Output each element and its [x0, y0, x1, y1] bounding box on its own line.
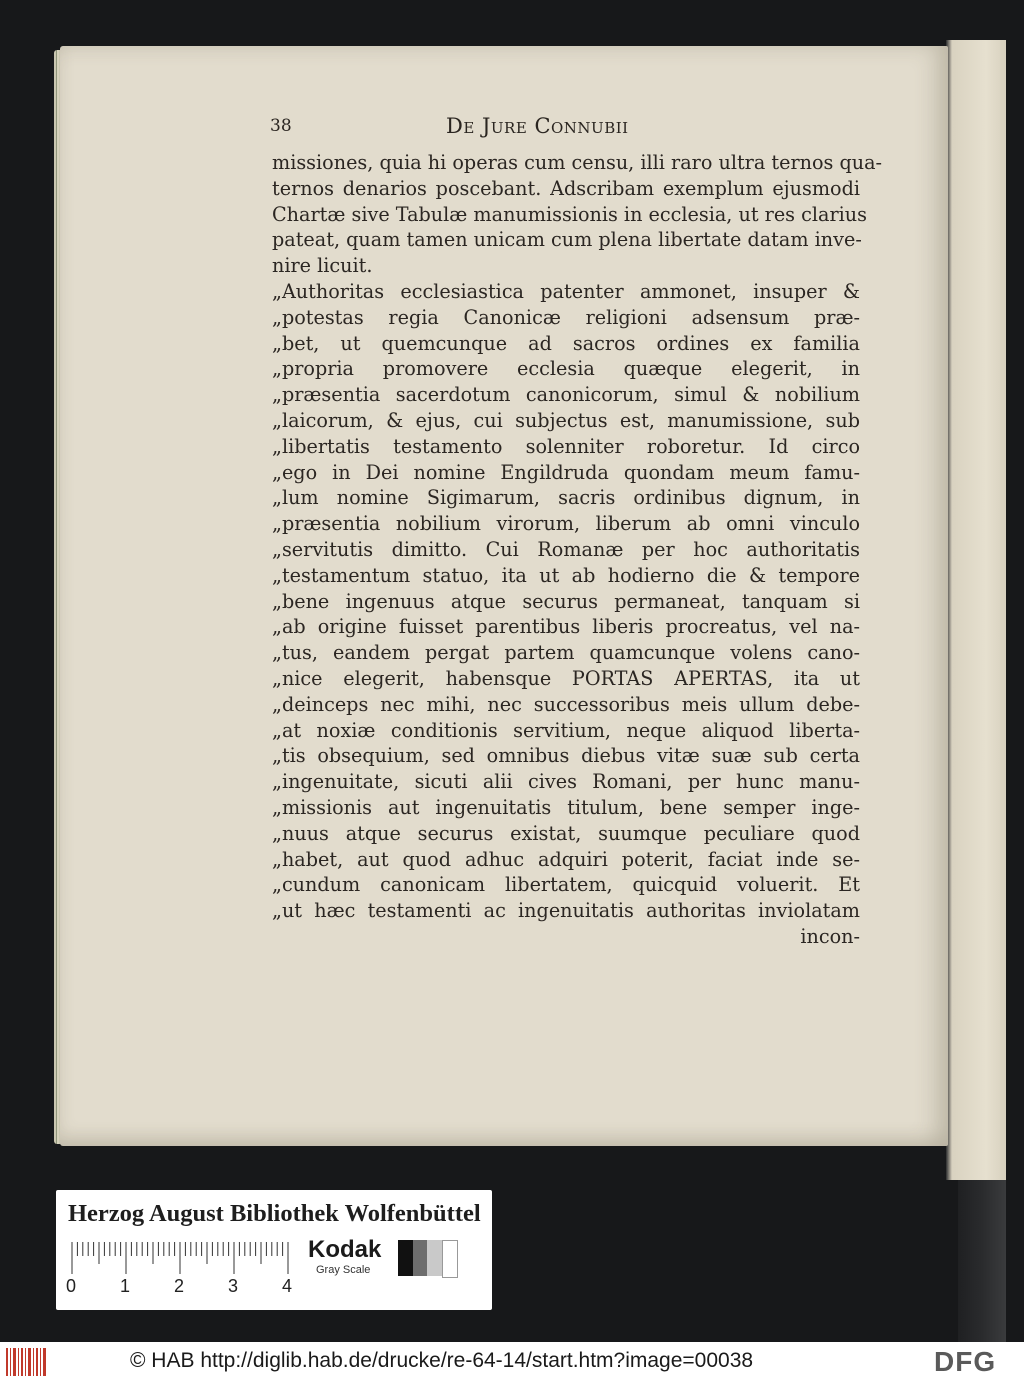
barcode-icon: [6, 1346, 48, 1378]
text-line: „cundum canonicam libertatem, quicquid voluerit. Et: [272, 873, 860, 897]
kodak-brand: Kodak: [308, 1236, 382, 1263]
footer-bar: [0, 1342, 1024, 1382]
text-line: „potestas regia Canonicæ religioni adsensum præ-: [272, 305, 860, 329]
text-line: „laicorum, & ejus, cui subjectus est, manumissione, sub: [272, 408, 860, 432]
text-line: Chartæ sive Tabulæ manumissionis in ecclesia, ut res clarius: [272, 202, 867, 226]
ruler-number: 4: [282, 1276, 293, 1296]
ruler-numbers: [56, 1276, 296, 1298]
text-line: ternos denarios poscebant. Adscribam exemplum ejusmodi: [272, 176, 860, 200]
text-line: „tis obsequium, sed omnibus diebus vitæ suæ sub certa: [272, 744, 860, 768]
text-line: „nuus atque securus existat, suumque peculiare quod: [272, 821, 860, 845]
swatch-black: [398, 1240, 413, 1276]
text-line: „præsentia nobilium virorum, liberum ab omni vinculo: [272, 512, 860, 536]
ruler-number: 2: [174, 1276, 185, 1296]
text-line: „præsentia sacerdotum canonicorum, simul & nobilium: [272, 383, 860, 407]
text-line: „nice elegerit, habensque PORTAS APERTAS, ita ut: [272, 666, 860, 690]
text-line: „at noxiæ conditionis servitium, neque aliquod liberta-: [272, 718, 860, 742]
swatch-white: [442, 1240, 459, 1278]
swatch-gray: [413, 1240, 428, 1276]
text-line: „propria promovere ecclesia quæque elegerit, in: [272, 357, 860, 381]
text-line: „ego in Dei nomine Engildruda quondam meum famu-: [272, 460, 860, 484]
text-line: „bet, ut quemcunque ad sacros ordines ex familia: [272, 331, 860, 355]
text-line: „ut hæc testamenti ac ingenuitatis authoritas inviolatam: [272, 899, 860, 923]
binding-board: [958, 1180, 1006, 1342]
text-line: „tus, eandem pergat partem quamcunque volens cano-: [272, 641, 860, 665]
ruler-number: 3: [228, 1276, 239, 1296]
text-line: „testamentum statuo, ita ut ab hodierno die & tempore: [272, 563, 860, 587]
gray-scale-swatches: [398, 1240, 458, 1276]
text-line: „Authoritas ecclesiastica patenter ammonet, insuper &: [272, 279, 860, 303]
ruler-ticks: [70, 1242, 296, 1276]
text-line: „missionis aut ingenuitatis titulum, bene semper inge-: [272, 795, 860, 819]
ruler: [70, 1242, 296, 1278]
footer-credit: © HAB http://diglib.hab.de/drucke/re-64-14/start.htm?image=00038: [130, 1349, 754, 1372]
text-line: „servitutis dimitto. Cui Romanæ per hoc authoritatis: [272, 537, 860, 561]
ruler-number: 1: [120, 1276, 131, 1296]
text-line: „habet, aut quod adhuc adquiri poterit, faciat inde se-: [272, 847, 860, 871]
text-line: „ingenuitate, sicuti alii cives Romani, per hunc manu-: [272, 770, 860, 794]
swatch-light: [427, 1240, 442, 1276]
text-line: „libertatis testamento solenniter roboretur. Id circo: [272, 434, 860, 458]
next-page-edge: [946, 40, 1006, 1180]
page-header: [270, 108, 860, 148]
catchword: incon-: [800, 924, 860, 948]
library-name: Herzog August Bibliothek Wolfenbüttel: [68, 1200, 481, 1227]
dfg-logo: DFG: [934, 1346, 997, 1377]
text-line: „lum nomine Sigimarum, sacris ordinibus dignum, in: [272, 486, 860, 510]
running-title: De Jure Connubii: [446, 114, 629, 138]
kodak-subtitle: Gray Scale: [316, 1264, 371, 1276]
text-line: pateat, quam tamen unicam cum plena libertate datam inve-: [272, 228, 862, 252]
text-line: nire licuit.: [272, 254, 373, 278]
text-line: „bene ingenuus atque securus permaneat, tanquam si: [272, 589, 860, 613]
body-text: [272, 150, 883, 950]
text-line: missiones, quia hi operas cum censu, illi raro ultra ternos qua-: [272, 151, 883, 174]
text-line: „ab origine fuisset parentibus liberis procreatus, vel na-: [272, 615, 860, 639]
color-target-card: [56, 1190, 492, 1310]
ruler-number: 0: [66, 1276, 77, 1296]
text-line: „deinceps nec mihi, nec successoribus meis ullum debe-: [272, 692, 860, 716]
page-number: 38: [270, 116, 292, 136]
